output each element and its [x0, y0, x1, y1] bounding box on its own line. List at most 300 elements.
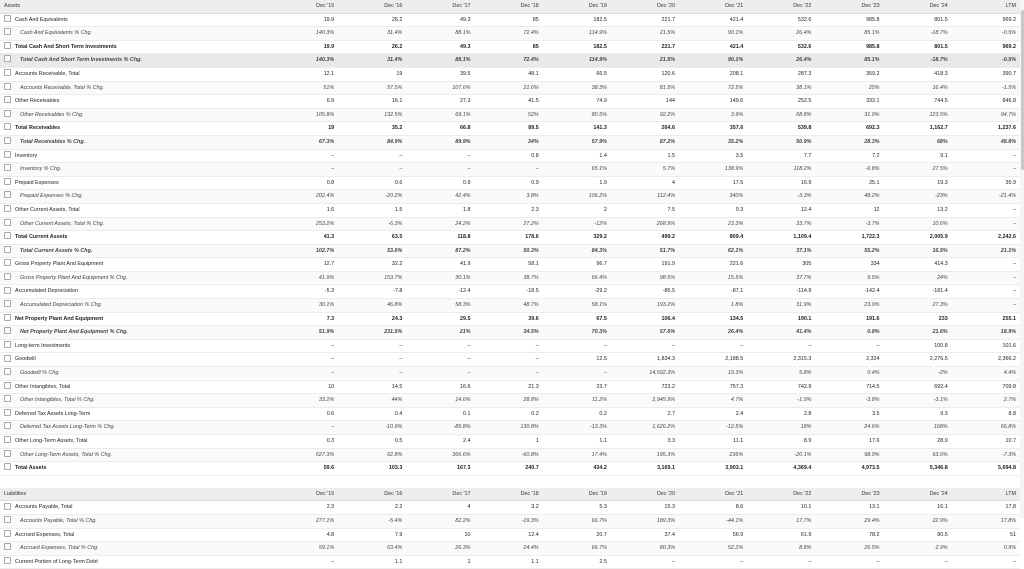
row-select-checkbox[interactable] — [4, 191, 11, 198]
value-cell: 2.7 — [611, 407, 679, 421]
value-cell: 48.8% — [952, 135, 1020, 149]
value-cell: 80.5 — [884, 528, 952, 542]
table-row[interactable] — [0, 394, 1020, 408]
value-cell: 0.8 — [475, 149, 543, 163]
table-row[interactable] — [0, 407, 1020, 421]
row-label-cell — [0, 27, 270, 41]
value-cell: 90.1% — [679, 27, 747, 41]
value-cell: 969.2 — [952, 13, 1020, 27]
value-cell: 87.2% — [406, 244, 474, 258]
column-header-year[interactable]: Dec '19 — [543, 488, 611, 501]
column-header-year[interactable]: Dec '24 — [884, 0, 952, 13]
row-label-other-receivables: Other Receivables — [15, 98, 60, 105]
row-label-total-cash-and-short-term-investments-pct-chg: Total Cash And Short Term Investments % Chg. — [20, 57, 142, 64]
row-label-goodwill-pct-chg: Goodwill % Chg. — [20, 370, 60, 377]
value-cell: 357.6 — [679, 122, 747, 136]
value-cell: 32.2 — [338, 258, 406, 272]
row-select-checkbox[interactable] — [4, 15, 11, 22]
row-label-deferred-tax-assets-long-term: Deferred Tax Assets Long-Term — [15, 410, 91, 417]
row-select-checkbox[interactable] — [4, 503, 11, 510]
row-select-checkbox[interactable] — [4, 409, 11, 416]
value-cell: 38.7% — [475, 271, 543, 285]
value-cell: 30.1% — [406, 271, 474, 285]
value-cell: 66.7% — [543, 515, 611, 529]
row-select-checkbox[interactable] — [4, 96, 11, 103]
table-row[interactable] — [0, 421, 1020, 435]
value-cell: – — [406, 353, 474, 367]
row-label-other-intangibles-total: Other Intangibles, Total — [15, 383, 71, 390]
column-header-year[interactable]: Dec '20 — [611, 488, 679, 501]
table-row[interactable] — [0, 203, 1020, 217]
row-label-cell — [0, 285, 270, 299]
value-cell: 16.4% — [884, 81, 952, 95]
table-row[interactable] — [0, 108, 1020, 122]
row-select-checkbox[interactable] — [4, 219, 11, 226]
value-cell: 4 — [406, 501, 474, 515]
value-cell: 0.6 — [338, 176, 406, 190]
value-cell: 2.3 — [475, 203, 543, 217]
value-cell: 46.8% — [338, 299, 406, 313]
column-header-year[interactable]: Dec '16 — [338, 0, 406, 13]
value-cell: 21.1% — [952, 244, 1020, 258]
table-row[interactable] — [0, 149, 1020, 163]
table-row[interactable] — [0, 299, 1020, 313]
row-select-checkbox[interactable] — [4, 368, 11, 375]
value-cell: 72.4% — [475, 27, 543, 41]
column-header-year[interactable]: Dec '19 — [543, 0, 611, 13]
value-cell: 27.3 — [406, 95, 474, 109]
value-cell: -20.1% — [747, 448, 815, 462]
vertical-scrollbar[interactable] — [1020, 0, 1024, 518]
row-select-checkbox[interactable] — [4, 164, 11, 171]
value-cell: – — [952, 163, 1020, 177]
value-cell: 26.5% — [815, 542, 883, 556]
row-label-cell — [0, 231, 270, 245]
value-cell: – — [952, 203, 1020, 217]
row-select-checkbox[interactable] — [4, 516, 11, 523]
table-row[interactable] — [0, 54, 1020, 68]
row-label-cell — [0, 421, 270, 435]
value-cell: 236% — [679, 448, 747, 462]
value-cell: 66.7% — [543, 542, 611, 556]
value-cell: – — [270, 339, 338, 353]
row-select-checkbox[interactable] — [4, 450, 11, 457]
row-select-checkbox[interactable] — [4, 422, 11, 429]
value-cell: 189.3% — [611, 515, 679, 529]
value-cell: – — [884, 555, 952, 569]
row-label-current-portion-of-long-term-debt: Current Portion of Long-Term Debt — [15, 558, 98, 565]
row-select-checkbox[interactable] — [4, 178, 11, 185]
table-row[interactable] — [0, 271, 1020, 285]
table-row[interactable] — [0, 163, 1020, 177]
value-cell: 67.5 — [543, 312, 611, 326]
value-cell: -85.5 — [611, 285, 679, 299]
value-cell: 57.5% — [338, 81, 406, 95]
value-cell: 692.3 — [815, 122, 883, 136]
column-header-year[interactable]: Dec '20 — [611, 0, 679, 13]
row-label-total-receivables: Total Receivables — [15, 125, 61, 132]
column-header-year[interactable]: Dec '17 — [406, 0, 474, 13]
value-cell: 178.6 — [475, 231, 543, 245]
value-cell: 12.1 — [270, 67, 338, 81]
row-select-checkbox[interactable] — [4, 232, 11, 239]
row-select-checkbox[interactable] — [4, 327, 11, 334]
value-cell: 221.6 — [679, 258, 747, 272]
table-row[interactable] — [0, 555, 1020, 569]
value-cell: 1.4 — [543, 149, 611, 163]
table-row[interactable] — [0, 95, 1020, 109]
table-row[interactable] — [0, 13, 1020, 27]
column-header-year[interactable]: Dec '22 — [747, 0, 815, 13]
row-select-checkbox[interactable] — [4, 69, 11, 76]
value-cell: -7.3% — [952, 448, 1020, 462]
column-header-year[interactable]: Dec '18 — [475, 0, 543, 13]
row-select-checkbox[interactable] — [4, 83, 11, 90]
value-cell: 13.2 — [884, 203, 952, 217]
value-cell: 66.8 — [406, 122, 474, 136]
value-cell: 24.2% — [406, 217, 474, 231]
value-cell: 2 — [543, 203, 611, 217]
table-row[interactable] — [0, 515, 1020, 529]
column-header-year[interactable]: Dec '21 — [679, 0, 747, 13]
value-cell: – — [270, 367, 338, 381]
value-cell: – — [406, 149, 474, 163]
row-label-cell — [0, 312, 270, 326]
value-cell: 56.9 — [679, 528, 747, 542]
value-cell: -181.4 — [884, 285, 952, 299]
value-cell: 190.1 — [747, 312, 815, 326]
value-cell: 48.1 — [475, 67, 543, 81]
value-cell: 28.9 — [884, 435, 952, 449]
row-select-checkbox[interactable] — [4, 436, 11, 443]
value-cell: 182.5 — [543, 40, 611, 54]
value-cell: 103.3 — [338, 462, 406, 476]
value-cell: 98.9% — [815, 448, 883, 462]
table-row[interactable] — [0, 135, 1020, 149]
value-cell: 0.4% — [815, 367, 883, 381]
column-header-year[interactable]: Dec '17 — [406, 488, 474, 501]
value-cell: 390.7 — [952, 67, 1020, 81]
column-header-year[interactable]: Dec '16 — [338, 488, 406, 501]
row-select-checkbox[interactable] — [4, 463, 11, 470]
row-select-checkbox[interactable] — [4, 543, 11, 550]
value-cell: 88.1% — [406, 27, 474, 41]
table-row[interactable] — [0, 380, 1020, 394]
value-cell: 12.4 — [747, 203, 815, 217]
value-cell: 26.2 — [338, 13, 406, 27]
value-cell: 33.2% — [270, 394, 338, 408]
value-cell: 334 — [815, 258, 883, 272]
row-select-checkbox[interactable] — [4, 341, 11, 348]
table-row[interactable] — [0, 312, 1020, 326]
value-cell: 53.6% — [338, 244, 406, 258]
value-cell: -6.8% — [815, 163, 883, 177]
row-select-checkbox[interactable] — [4, 205, 11, 212]
value-cell: 333.1 — [815, 95, 883, 109]
value-cell: 29.5 — [406, 312, 474, 326]
table-row[interactable] — [0, 244, 1020, 258]
row-select-checkbox[interactable] — [4, 42, 11, 49]
value-cell: 118.2% — [747, 163, 815, 177]
value-cell: 3,169.1 — [611, 462, 679, 476]
table-row[interactable] — [0, 27, 1020, 41]
value-cell: 50.9% — [747, 135, 815, 149]
column-header-year[interactable]: Dec '21 — [679, 488, 747, 501]
row-label-cell — [0, 326, 270, 340]
value-cell: 28.8% — [475, 394, 543, 408]
column-header-year[interactable]: Dec '15 — [270, 0, 338, 13]
table-row[interactable] — [0, 81, 1020, 95]
value-cell: 1,722.3 — [815, 231, 883, 245]
value-cell: 985.8 — [815, 40, 883, 54]
table-row[interactable] — [0, 339, 1020, 353]
value-cell: 627.3% — [270, 448, 338, 462]
value-cell: 202.4% — [270, 190, 338, 204]
value-cell: 52% — [475, 108, 543, 122]
row-label-cell — [0, 367, 270, 381]
value-cell: 0.2 — [475, 407, 543, 421]
column-header-year[interactable]: Dec '15 — [270, 488, 338, 501]
value-cell: – — [747, 555, 815, 569]
value-cell: 20.7 — [543, 528, 611, 542]
value-cell: -7.8 — [338, 285, 406, 299]
scrollbar-thumb[interactable] — [1021, 10, 1024, 170]
value-cell: 0.8 — [270, 176, 338, 190]
table-row[interactable] — [0, 190, 1020, 204]
value-cell: 2,005.9 — [884, 231, 952, 245]
row-select-checkbox[interactable] — [4, 273, 11, 280]
value-cell: 18% — [747, 421, 815, 435]
value-cell: 421.4 — [679, 13, 747, 27]
value-cell: 421.4 — [679, 40, 747, 54]
value-cell: 801.5 — [884, 40, 952, 54]
value-cell: 98.5% — [611, 271, 679, 285]
value-cell: -0.5% — [952, 27, 1020, 41]
value-cell: 66.4% — [543, 271, 611, 285]
value-cell: 12 — [815, 203, 883, 217]
value-cell: 4.4% — [952, 367, 1020, 381]
value-cell: 23.7 — [543, 380, 611, 394]
row-select-checkbox[interactable] — [4, 355, 11, 362]
value-cell: 123.5% — [884, 108, 952, 122]
value-cell: 39.6 — [475, 312, 543, 326]
row-select-checkbox[interactable] — [4, 28, 11, 35]
value-cell: 1.1 — [475, 555, 543, 569]
table-row[interactable] — [0, 231, 1020, 245]
table-row[interactable] — [0, 367, 1020, 381]
column-header-year[interactable]: Dec '22 — [747, 488, 815, 501]
value-cell: 27.2% — [475, 217, 543, 231]
value-cell: 10 — [270, 380, 338, 394]
value-cell: 80.3% — [611, 542, 679, 556]
value-cell: 2,188.5 — [679, 353, 747, 367]
value-cell: 84.9% — [338, 135, 406, 149]
value-cell: 87.2% — [611, 135, 679, 149]
row-select-checkbox[interactable] — [4, 314, 11, 321]
table-row[interactable] — [0, 448, 1020, 462]
value-cell: 106.4 — [611, 312, 679, 326]
value-cell: -18.5 — [475, 285, 543, 299]
row-select-checkbox[interactable] — [4, 123, 11, 130]
value-cell: 31.4% — [338, 27, 406, 41]
row-label-cell — [0, 271, 270, 285]
value-cell: 233 — [884, 312, 952, 326]
value-cell: 118.8 — [406, 231, 474, 245]
row-select-checkbox[interactable] — [4, 259, 11, 266]
value-cell: 55.2% — [815, 244, 883, 258]
row-label-total-current-assets-pct-chg: Total Current Assets % Chg. — [20, 247, 93, 254]
table-row[interactable] — [0, 176, 1020, 190]
value-cell: 969.2 — [952, 40, 1020, 54]
table-row[interactable] — [0, 462, 1020, 476]
value-cell: -21.4% — [952, 190, 1020, 204]
row-label-cell — [0, 258, 270, 272]
row-label-cell — [0, 555, 270, 569]
row-label-cell — [0, 40, 270, 54]
value-cell: 27.3% — [884, 299, 952, 313]
row-label-accrued-expenses-total-pct-chg: Accrued Expenses, Total % Chg. — [20, 545, 99, 552]
row-label-cell — [0, 108, 270, 122]
value-cell: -18.7% — [884, 27, 952, 41]
value-cell: 70.3% — [543, 326, 611, 340]
value-cell: – — [270, 353, 338, 367]
row-select-checkbox[interactable] — [4, 55, 11, 62]
value-cell: 14.6% — [406, 394, 474, 408]
column-header-year[interactable]: Dec '23 — [815, 0, 883, 13]
value-cell: 49.3 — [406, 13, 474, 27]
value-cell: 4,973.5 — [815, 462, 883, 476]
value-cell: 21.3 — [475, 380, 543, 394]
row-select-checkbox[interactable] — [4, 110, 11, 117]
value-cell: – — [952, 217, 1020, 231]
value-cell: 12.5 — [543, 353, 611, 367]
row-select-checkbox[interactable] — [4, 151, 11, 158]
value-cell: 68% — [884, 135, 952, 149]
value-cell: 7.2 — [815, 149, 883, 163]
row-select-checkbox[interactable] — [4, 137, 11, 144]
table-row[interactable] — [0, 435, 1020, 449]
value-cell: 120.6 — [611, 67, 679, 81]
row-label-cell — [0, 67, 270, 81]
value-cell: 140.3% — [270, 54, 338, 68]
table-row[interactable] — [0, 528, 1020, 542]
value-cell: 809.4 — [679, 231, 747, 245]
value-cell: – — [952, 555, 1020, 569]
value-cell: 34.5% — [475, 326, 543, 340]
value-cell: 329.2 — [543, 231, 611, 245]
value-cell: -29.2 — [543, 285, 611, 299]
value-cell: 5,346.8 — [884, 462, 952, 476]
row-select-checkbox[interactable] — [4, 395, 11, 402]
column-header-year[interactable]: Dec '18 — [475, 488, 543, 501]
column-header-year[interactable]: LTM — [952, 0, 1020, 13]
row-select-checkbox[interactable] — [4, 530, 11, 537]
value-cell: 8.9 — [747, 435, 815, 449]
row-label-cell — [0, 448, 270, 462]
row-select-checkbox[interactable] — [4, 382, 11, 389]
column-header-year[interactable]: Dec '23 — [815, 488, 883, 501]
value-cell: 15.5% — [679, 271, 747, 285]
column-header-year[interactable]: Dec '24 — [884, 488, 952, 501]
value-cell: 16.1 — [884, 501, 952, 515]
value-cell: 723.2 — [611, 380, 679, 394]
value-cell: 0.3 — [270, 435, 338, 449]
value-cell: 434.2 — [543, 462, 611, 476]
row-select-checkbox[interactable] — [4, 300, 11, 307]
value-cell: 3.9% — [679, 108, 747, 122]
table-row[interactable] — [0, 40, 1020, 54]
table-row[interactable] — [0, 217, 1020, 231]
value-cell: 193.2% — [611, 299, 679, 313]
value-cell: 9.3 — [679, 203, 747, 217]
value-cell: 19.3 — [884, 176, 952, 190]
table-row[interactable] — [0, 67, 1020, 81]
value-cell: 141.3 — [543, 122, 611, 136]
value-cell: 3.2 — [475, 501, 543, 515]
table-row[interactable] — [0, 353, 1020, 367]
value-cell: 2.2 — [338, 501, 406, 515]
column-header-year[interactable]: LTM — [952, 488, 1020, 501]
value-cell: -13.3% — [543, 421, 611, 435]
value-cell: 5.3 — [543, 501, 611, 515]
row-label-cash-and-equivalents-pct-chg: Cash And Equivalents % Chg. — [20, 30, 93, 37]
value-cell: 12.4 — [475, 528, 543, 542]
value-cell: -23% — [884, 190, 952, 204]
value-cell: – — [270, 163, 338, 177]
value-cell: 5.8% — [747, 367, 815, 381]
row-label-accounts-receivable-total: Accounts Receivable, Total — [15, 70, 80, 77]
value-cell: 17.6 — [815, 435, 883, 449]
value-cell: 8.6 — [679, 501, 747, 515]
table-row[interactable] — [0, 326, 1020, 340]
value-cell: -0.5% — [952, 54, 1020, 68]
value-cell: -10.9% — [338, 421, 406, 435]
value-cell: 18.9% — [952, 326, 1020, 340]
table-row[interactable] — [0, 542, 1020, 556]
value-cell: 3.5 — [679, 149, 747, 163]
value-cell: 58.1% — [543, 299, 611, 313]
value-cell: – — [952, 258, 1020, 272]
value-cell: 4,369.4 — [747, 462, 815, 476]
value-cell: 1,834.3 — [611, 353, 679, 367]
value-cell: – — [952, 285, 1020, 299]
row-select-checkbox[interactable] — [4, 557, 11, 564]
value-cell: 9.3 — [884, 407, 952, 421]
value-cell: 7.5 — [611, 203, 679, 217]
table-row[interactable] — [0, 258, 1020, 272]
value-cell: 22.9% — [884, 515, 952, 529]
value-cell: 27.5% — [884, 163, 952, 177]
row-label-prepaid-expenses: Prepaid Expenses — [15, 179, 59, 186]
value-cell: 231.5% — [338, 326, 406, 340]
value-cell: 42.4% — [406, 190, 474, 204]
table-row[interactable] — [0, 501, 1020, 515]
value-cell: 89.5 — [475, 122, 543, 136]
row-label-cell — [0, 217, 270, 231]
table-row[interactable] — [0, 122, 1020, 136]
row-select-checkbox[interactable] — [4, 246, 11, 253]
row-label-inventory: Inventory — [15, 152, 38, 159]
value-cell: 0.9% — [952, 542, 1020, 556]
value-cell: 17.4% — [543, 448, 611, 462]
value-cell: 26.4% — [679, 326, 747, 340]
value-cell: 801.5 — [884, 13, 952, 27]
table-row[interactable] — [0, 285, 1020, 299]
row-select-checkbox[interactable] — [4, 287, 11, 294]
value-cell: 268.9% — [611, 217, 679, 231]
value-cell: -3.7% — [815, 217, 883, 231]
row-label-cell — [0, 528, 270, 542]
